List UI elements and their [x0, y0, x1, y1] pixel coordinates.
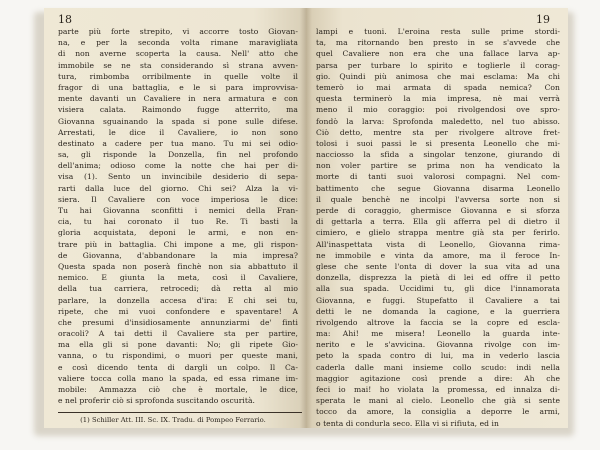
text-line: perde di coraggio, ghermisce Giovanna e si sforza: [316, 206, 560, 215]
text-line: e nel proferir ciò si sprofonda suscitando oscurità.: [58, 396, 255, 406]
text-line: ma: Ahi! me misera! Leonello la guarda inte-: [316, 329, 560, 339]
text-line: temerò io mai armata di spada nemica? Con: [316, 82, 560, 92]
text-line: lampi e tuoni. L'eroina resta sulle prime stordi-: [316, 27, 560, 36]
text-line: parte più forte strepito, vi accorre tosto Giovan-: [58, 27, 298, 36]
text-line: oracoli? A tai detti il Cavaliere sta per partire,: [58, 329, 298, 339]
right-page-number: 19: [536, 13, 550, 26]
text-line: mente davanti un Cavaliere in nera armatura e con: [58, 94, 298, 104]
text-line: visiera calata. Raimondo fugge atterrito, ma: [58, 105, 298, 115]
text-line: nemico. E giunta la meta, così il Cavaliere,: [58, 273, 298, 283]
text-line: trare più in battaglia. Chi impone a me, gli rispon-: [58, 239, 298, 249]
text-line: immobile se ne sta considerando sì strana avven-: [58, 60, 298, 70]
book-gutter: [300, 8, 312, 428]
text-line: questa terminerò la mia impresa, nè mai verrà: [316, 94, 560, 104]
text-line: Questa spada non poserà finchè non sia abbattuto il: [58, 261, 298, 271]
text-line: rivolgendo altrove la faccia se la copre ed escla-: [316, 317, 560, 327]
text-line: mobile: Ammazza ciò che è mortale, le dice,: [58, 385, 298, 394]
text-line: di gettarla a terra. Ella gli afferra pel di dietro il: [316, 217, 560, 227]
text-line: di non averne scoperta la causa. Nell' atto che: [58, 49, 298, 59]
text-line: tocco da amore, la consiglia a deporre le armi,: [316, 407, 560, 417]
text-line: meno il mio coraggio: poi rivolgendosi ove spro-: [316, 105, 560, 115]
text-line: parsa per turbare lo spirito e toglierle il corag-: [316, 60, 560, 70]
text-line: maggior agitazione così prende a dire: Ah che: [316, 373, 560, 383]
text-line: ne immobile e vinta da amore, ma il feroce In-: [316, 250, 560, 260]
text-line: fragor di una battaglia, e le si para improvvisa-: [58, 82, 298, 92]
text-line: fondò la larva: Sprofonda maledetto, nel tuo abisso.: [316, 116, 560, 126]
footnote: (1) Schiller Att. III. Sc. IX. Tradu. di Pompeo Ferrario.: [80, 416, 266, 425]
text-line: destinato a cadere per tua mano. Tu mi sei odio-: [58, 138, 298, 148]
text-line: alla sua spada. Uccidimi tu, gli dice l'innamorata: [316, 284, 560, 294]
text-line: cia, tu hai coronato il tuo Re. Ti basti la: [58, 217, 298, 227]
text-line: morte di tanti suoi valorosi compagni. Nel com-: [316, 172, 560, 182]
text-line: nerito e le s'avvicina. Giovanna rivolge con im-: [316, 340, 560, 350]
text-line: All'inaspettata vista di Leonello, Giovanna rima-: [316, 239, 560, 249]
text-line: de Giovanna, d'abbandonare la mia impresa?: [58, 250, 298, 260]
text-line: Arrestati, le dice il Cavaliere, io non sono: [58, 127, 298, 137]
text-line: e così dicendo tenta di dargli un colpo. Il Ca-: [58, 362, 298, 372]
text-line: glese che sente l'onta di dover la sua vita ad una: [316, 261, 560, 271]
text-line: sperata le mani al cielo. Leonello che già si sente: [316, 396, 560, 406]
text-line: gio. Quindi più animosa che mai esclama: Ma chi: [316, 71, 560, 81]
text-line: sa, gli risponde la Donzella, fin nel profondo: [58, 150, 298, 160]
left-page: [44, 8, 306, 428]
text-line: o tenta di condurla seco. Ella vi si rifiuta, ed in: [316, 418, 499, 428]
right-page: [306, 8, 568, 428]
left-page-text: [58, 26, 298, 406]
text-line: battimento che segue Giovanna disarma Leonello: [316, 183, 560, 193]
text-line: ripete, che mi vuoi confondere e spaventare! A: [58, 306, 298, 316]
text-line: valiere tocca colla mano la spada, ed essa rimane im-: [58, 373, 298, 383]
text-line: cimiero, e glielo strappa mentre già sta per ferirlo.: [316, 228, 560, 238]
text-line: ma ella gli si pone davanti: No; gli ripete Gio-: [58, 340, 298, 350]
text-line: na, e per la seconda volta rimane maravigliata: [58, 38, 298, 48]
text-line: detti le ne domanda la cagione, e la guerriera: [316, 306, 560, 316]
left-page-number: 18: [58, 13, 72, 26]
text-line: tura, rimbomba orribilmente in quelle volte il: [58, 71, 298, 81]
text-line: Giovanna sguainando la spada si pone sulle difese.: [58, 116, 298, 126]
right-page-text: [316, 26, 560, 428]
text-line: quel Cavaliere non era che una fallace larva ap-: [316, 49, 560, 59]
text-line: tolosi i suoi passi le si presenta Leonello che mi-: [316, 138, 560, 148]
text-line: non voler partire se prima non ha vendicato la: [316, 161, 560, 171]
text-line: ta, ma ritornando ben presto in se s'avvede che: [316, 38, 560, 48]
text-line: siera. Il Cavaliere con voce imperiosa le dice:: [58, 194, 298, 204]
text-line: nacciosso la sfida a singolar tenzone, giurando di: [316, 150, 560, 160]
text-line: dell'anima; odioso come la notte che hai per di-: [58, 161, 298, 171]
footnote-divider: [58, 412, 302, 413]
text-line: che presumi d'insidiosamente annunziarmi de' finti: [58, 317, 298, 327]
text-line: Ciò detto, mentre sta per rivolgere altrove fret-: [316, 127, 560, 137]
text-line: peto la spada contro di lui, ma in vederlo lascia: [316, 351, 560, 361]
text-line: rarti dalla luce del giorno. Chi sei? Alza la vi-: [58, 183, 298, 193]
text-line: gloria acquistata, deponi le armi, e non en-: [58, 228, 298, 238]
text-line: della tua carriera, retrocedi; dà retta al mio: [58, 284, 298, 294]
text-line: Giovanna, e fuggi. Stupefatto il Cavaliere a tai: [316, 295, 560, 305]
text-line: parlare, la donzella accesa d'ira: E chi sei tu,: [58, 295, 298, 305]
text-line: Tu hai Giovanna sconfitti i nemici della Fran-: [58, 206, 298, 215]
text-line: donzella, disprezza la pietà di lei ed offre il petto: [316, 273, 560, 283]
text-line: feci io mai! ho violata la promessa, ed innalza di-: [316, 385, 560, 394]
text-line: visa (1). Sento un invincibile desiderio di sepa-: [58, 172, 298, 182]
text-line: il quale benchè ne incolpi l'avversa sorte non si: [316, 194, 560, 204]
text-line: vanna, o tu rispondimi, o muori per queste mani,: [58, 351, 298, 361]
text-line: caderla dalle mani insieme collo scudo: indi nella: [316, 362, 560, 372]
